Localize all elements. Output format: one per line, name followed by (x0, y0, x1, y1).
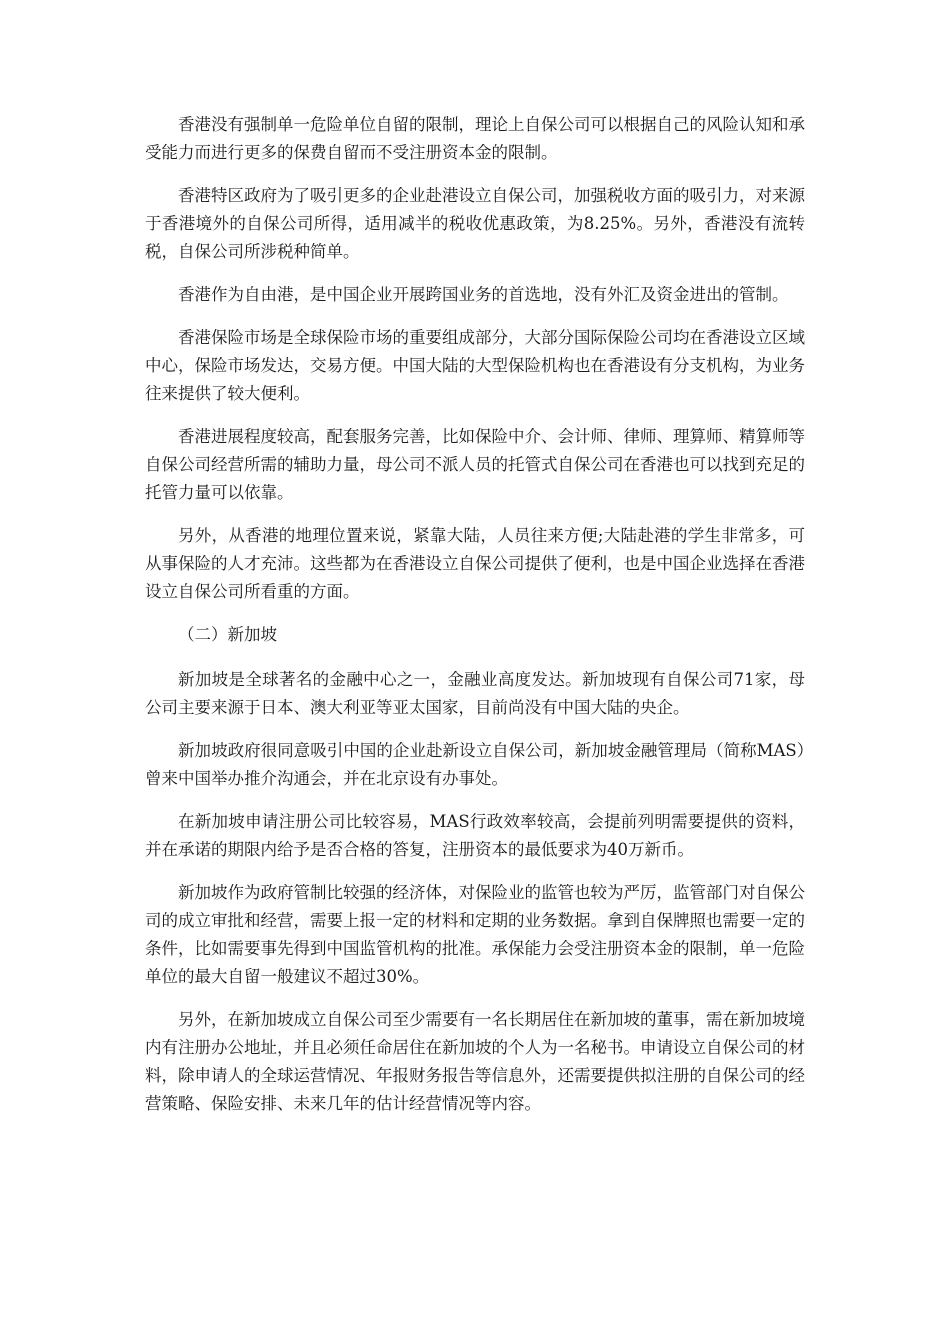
paragraph: 香港保险市场是全球保险市场的重要组成部分，大部分国际保险公司均在香港设立区域中心，保险市场发达，交易方便。中国大陆的大型保险机构也在香港设有分支机构，为业务往来提供了较大便利。 (145, 328, 805, 403)
paragraph: 香港特区政府为了吸引更多的企业赴港设立自保公司，加强税收方面的吸引力，对来源于香港境外的自保公司所得，适用减半的税收优惠政策，为8.25%。另外，香港没有流转税，自保公司所涉税种简单。 (145, 186, 805, 261)
paragraph: 另外，在新加坡成立自保公司至少需要有一名长期居住在新加坡的董事，需在新加坡境内有注册办公地址，并且必须任命居住在新加坡的个人为一名秘书。申请设立自保公司的材料，除申请人的全球运营情况、年报财务报告等信息外，还需要提供拟注册的自保公司的经营策略、保险安排、未来几年的估计经营情况等内容。 (145, 1010, 805, 1113)
section-heading: （二）新加坡 (178, 625, 277, 644)
document-body (145, 111, 805, 1133)
paragraph: 香港没有强制单一危险单位自留的限制，理论上自保公司可以根据自己的风险认知和承受能力而进行更多的保费自留而不受注册资本金的限制。 (145, 115, 805, 162)
paragraph: 新加坡是全球著名的金融中心之一，金融业高度发达。新加坡现有自保公司71家，母公司主要来源于日本、澳大利亚等亚太国家，目前尚没有中国大陆的央企。 (145, 670, 805, 717)
paragraph: 新加坡作为政府管制比较强的经济体，对保险业的监管也较为严厉，监管部门对自保公司的成立审批和经营，需要上报一定的材料和定期的业务数据。拿到自保牌照也需要一定的条件，比如需要事先得到中国监管机构的批准。承保能力会受注册资本金的限制，单一危险单位的最大自留一般建议不超过30%。 (145, 883, 805, 986)
paragraph: 新加坡政府很同意吸引中国的企业赴新设立自保公司，新加坡金融管理局（简称MAS）曾来中国举办推介沟通会，并在北京设有办事处。 (145, 741, 805, 788)
paragraph: 香港进展程度较高，配套服务完善，比如保险中介、会计师、律师、理算师、精算师等自保公司经营所需的辅助力量，母公司不派人员的托管式自保公司在香港也可以找到充足的托管力量可以依靠。 (145, 427, 805, 502)
paragraph: 香港作为自由港，是中国企业开展跨国业务的首选地，没有外汇及资金进出的管制。 (178, 285, 789, 304)
paragraph: 在新加坡申请注册公司比较容易，MAS行政效率较高，会提前列明需要提供的资料，并在承诺的期限内给予是否合格的答复，注册资本的最低要求为40万新币。 (145, 812, 805, 859)
paragraph: 另外，从香港的地理位置来说，紧靠大陆，人员往来方便;大陆赴港的学生非常多，可从事保险的人才充沛。这些都为在香港设立自保公司提供了便利，也是中国企业选择在香港设立自保公司所看重的方面。 (145, 526, 805, 601)
